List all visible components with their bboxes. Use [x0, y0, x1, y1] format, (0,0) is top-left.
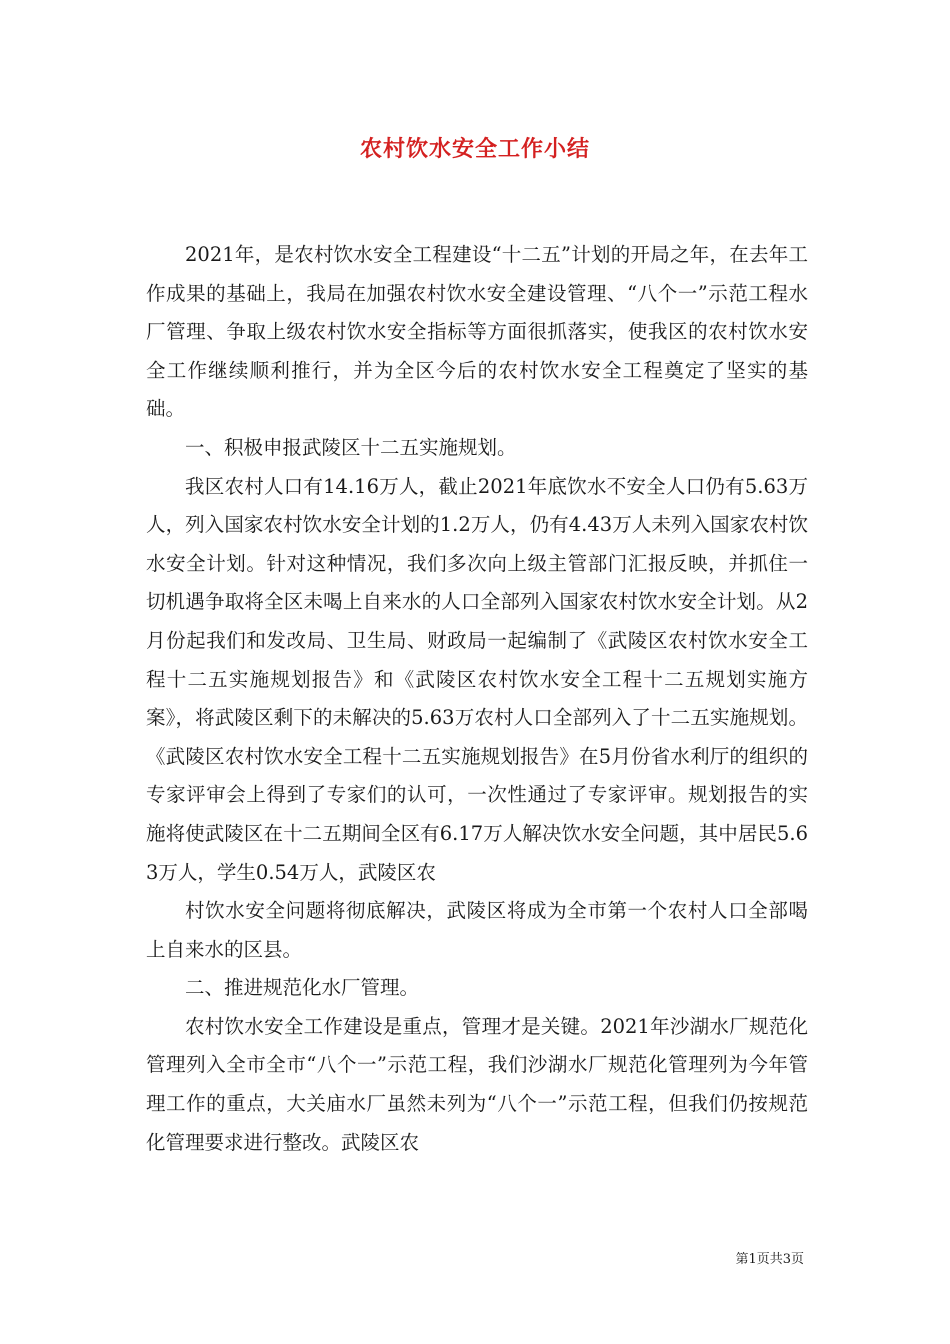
document-body [146, 236, 808, 1162]
paragraph-section-1: 我区农村人口有14.16万人，截止2021年底饮水不安全人口仍有5.63万人，列入国家农村饮水安全计划的1.2万人，仍有4.43万人未列入国家农村饮水安全计划。针对这种情况，我们多次向上级主管部门汇报反映，并抓住一切机遇争取将全区未喝上自来水的人口全部列入国家农村饮水安全计划。从2月份起我们和发改局、卫生局、财政局一起编制了《武陵区农村饮水安全工程十二五实施规划报告》和《武陵区农村饮水安全工程十二五规划实施方案》，将武陵区剩下的未解决的5.63万农村人口全部列入了十二五实施规划。《武陵区农村饮水安全工程十二五实施规划报告》在5月份省水利厅的组织的专家评审会上得到了专家们的认可，一次性通过了专家评审。规划报告的实施将使武陵区在十二五期间全区有6.17万人解决饮水安全问题，其中居民5.63万人，学生0.54万人，武陵区农 [146, 474, 808, 884]
section-heading-1: 一、积极申报武陵区十二五实施规划。 [185, 435, 517, 459]
paragraph-intro: 2021年，是农村饮水安全工程建设“十二五”计划的开局之年，在去年工作成果的基础上，我局在加强农村饮水安全建设管理、“八个一”示范工程水厂管理、争取上级农村饮水安全指标等方面很抓落实，使我区的农村饮水安全工作继续顺利推行，并为全区今后的农村饮水安全工程奠定了坚实的基础。 [146, 243, 808, 421]
paragraph-section-2: 农村饮水安全工作建设是重点，管理才是关键。2021年沙湖水厂规范化管理列入全市全市“八个一”示范工程，我们沙湖水厂规范化管理列为今年管理工作的重点，大关庙水厂虽然未列为“八个一”示范工程，但我们仍按规范化管理要求进行整改。武陵区农 [146, 1014, 808, 1154]
paragraph-section-1-cont: 村饮水安全问题将彻底解决，武陵区将成为全市第一个农村人口全部喝上自来水的区县。 [146, 899, 808, 961]
page-number: 第1页共3页 [735, 1252, 804, 1267]
section-heading-2: 二、推进规范化水厂管理。 [185, 976, 420, 1000]
page-title: 农村饮水安全工作小结 [359, 136, 590, 162]
